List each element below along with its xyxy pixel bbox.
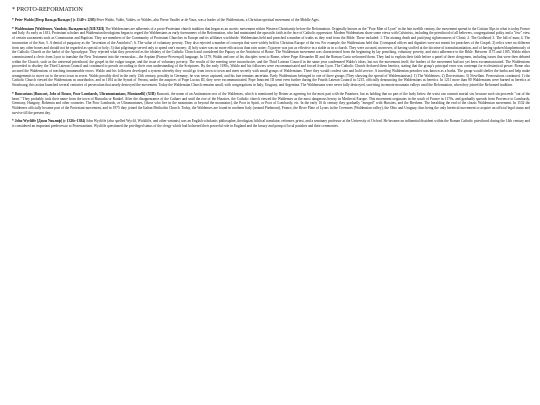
- entry-lead: * Runcarians [Runcari, Jobs of Rouco, Poor Lombards, Ultramontanians, Montanelli] (XIII): [12, 91, 156, 96]
- entry-waldensians: [12, 27, 530, 88]
- entry-text: The Waldensians are adherents of a proto-Protestant church tradition that began as an ascetic movement within Western Christianity before the Reformation. Originally known as the "Poor Men of Lyon" in the late twelfth century, the movement spread to the Cottian Alps in what is today France and Italy. As early as 1631, Protestant scholars and Waldensian theologians began to regard the Waldensians as early forerunners of the Reformation, who had maintained the apostolic faith in the face of Catholic oppression. Modern Waldensians share some views with Calvinists, including the priesthood of all believers, congregational polity and a "few" view of certain sacraments such as Communion and Baptism. They are members of the Community of Protestant Churches in Europe and its affiliates worldwide. Waldensians held and preached a number of truths as they read from the Bible. These included: 1. The atoning death and justifying righteousness of Christ; 2. The Godhead; 3. The fall of man; 4. The incarnation of the Son; 5. A denial of purgatory as the "invention of the Antichrist"; 6. The value of voluntary poverty. They also rejected a number of concepts that were widely held in Christian Europe of the era. For example, the Waldensians held that 1) temporal offices and dignities were not meant for preachers of the Gospel; 2) relics were no different from any other bones and should not be regarded as special or holy; 3) that pilgrimage served only to spend one's money; 4) holy water was no more efficacious than rain water; 5) prayer was just as effective in a stable as in a church. They were accused, moreover, of having scoffed at the doctrine of transubstantiation, and of having spoken blasphemously of the Catholic Church as the harlot of the Apocalypse. They rejected what they perceived as the idolatry of the Catholic Church and considered the Papacy as the Antichrist of Rome. The Waldensian movement was characterized from the beginning by lay preaching, voluntary poverty, and strict adherence to the Bible. Between 1175 and 1185, Waldo either commissioned a cleric from Lyon to translate the New Testament into the vernacular—the Arpitan (Franco-Provençal) language. In 1179, Waldo and one of his disciples went to Rome, where Pope Alexander III and the Roman Curia welcomed them. They had to explain their faith before a panel of three clergymen, including issues that were then debated within the Church, such as the universal priesthood, the gospel in the vulgar tongue, and the issue of voluntary poverty. The results of the meeting were inconclusive, and the Third Lateran Council in the same year condemned Waldo's ideas, but not the movement itself; the leaders of the movement had not yet been excommunicated. The Waldensians proceeded to disobey the Third Lateran Council and continued to preach according to their own understanding of the Scriptures. By the early 1180s, Waldo and his followers were excommunicated and forced from Lyon. The Catholic Church declared them heretics, stating that the group's principal error was contempt for ecclesiastical power. Rome also accused the Waldensians of teaching innumerable errors. Waldo and his followers developed a system whereby they would go from town to town and meet secretly with small groups of Waldensians. There they would confess sins and hold service. A traveling Waldensian preacher was known as a barba. The group would shelter the barba and help make arrangements to move on to the next town in secret. Waldo possibly died in the early 13th century, possibly in Germany; he was never captured, and his fate remains uncertain. Early Waldensians belonged to one of three groups [They showing the spread of Waldensianism]: 1) The Waldenses; 2) Dorcestrians; 3) Novellani. Persecutions continued, 1) the Catholic Church viewed the Waldensians as unorthodox, and in 1184 at the Synod of Verona, under the auspices of Pope Lucius III, they were excommunicated. Pope Innocent III went even further during the Fourth Lateran Council in 1215, officially denouncing the Waldensians as heretics. In 1211 more than 80 Waldensians were burned as heretics at Strasbourg; this action launched several centuries of persecution that nearly destroyed the movement. Today the Waldensian Church remains small, with congregations in Italy, Uruguay, and Argentina. The Waldensians were never fully destroyed, surviving in remote mountain valleys until the Reformation, when they joined the Reformed tradition.: [12, 26, 530, 88]
- entry-text: Runcarii, the name of an Antinomian sect of the Waldenses, which is mentioned by Reiner as agreeing for the most part with the Patarines, but as holding that no part of the body below the waist can commit mortal sin, because such sin proceeds "out of the heart." They probably took their name from the town of Runcalia or Runkel. After the disappearance of the Cathars and until the rise of the Hussites, the Catholic church viewed the Waldenses as the most dangerous heresy in Medieval Europe. This movement originates in the south of France in 1170s, and gradually spreads from Provence to Lombardy, Germany, Hungary, Bohemia and other countries. The Poor Lombards, or Ultramontanes, [those who live in the mountains or beyond the mountains], the Poor in Spirit, or Poor of Lombardy, etc. In the early 16 th century they gradually "merged" with Hussites, and the Brethren. The heralding the end of the classic Waldensian movement. In 1532 the Waldenses officially became part of the Protestant movement, and in 1975 they joined the Italian Methodist Church. Today, the Waldenses are found in northern Italy (around Piedmont), France, the River Plate of Lyons in the Cevennes (Waldensian valley), the Ohio and Uruguay, thus being the only heretical movement to acquire an official legal status and survive till the present day.: [12, 91, 530, 115]
- entry-john-wycliffe: [12, 119, 530, 128]
- entry-lead: * Waldensians [Waldenses, Vaudois; Вальденсы] (XII/XIII): [12, 26, 105, 31]
- entry-runcarians: [12, 92, 530, 116]
- entry-text: Peter Waldo, Valdo, Valdes, or Waldes, also Pierre Vaudès or de Vaux, was a leader of the Waldensians, a Christian spiritual movement of the Middle Ages.: [96, 18, 320, 22]
- section-heading: * PROTO-REFORMATION: [12, 6, 83, 13]
- entry-text: John Wycliffe (also spelled Wyclif, Wickliffe, and other variants) was an English scholastic philosopher, theologian, biblical translator, reformer, priest, and a seminary professor at the University of Oxford. He became an influential dissident within the Roman Catholic priesthood during the 14th century and is considered an important predecessor to Protestantism. Wycliffe questioned the privileged status of the clergy which had bolstered their powerful role in England and the luxury and pomp of local parishes and their ceremonies.: [12, 119, 530, 129]
- entry-peter-waldo: [12, 18, 530, 23]
- entry-lead: * Peter Waldo [Петр Вальдо/Вальдес] (c 1140-c 1205): [12, 18, 96, 22]
- entry-lead: * John Wycliffe [Джон Уиклиф] (c 1326c-1384): [12, 119, 86, 124]
